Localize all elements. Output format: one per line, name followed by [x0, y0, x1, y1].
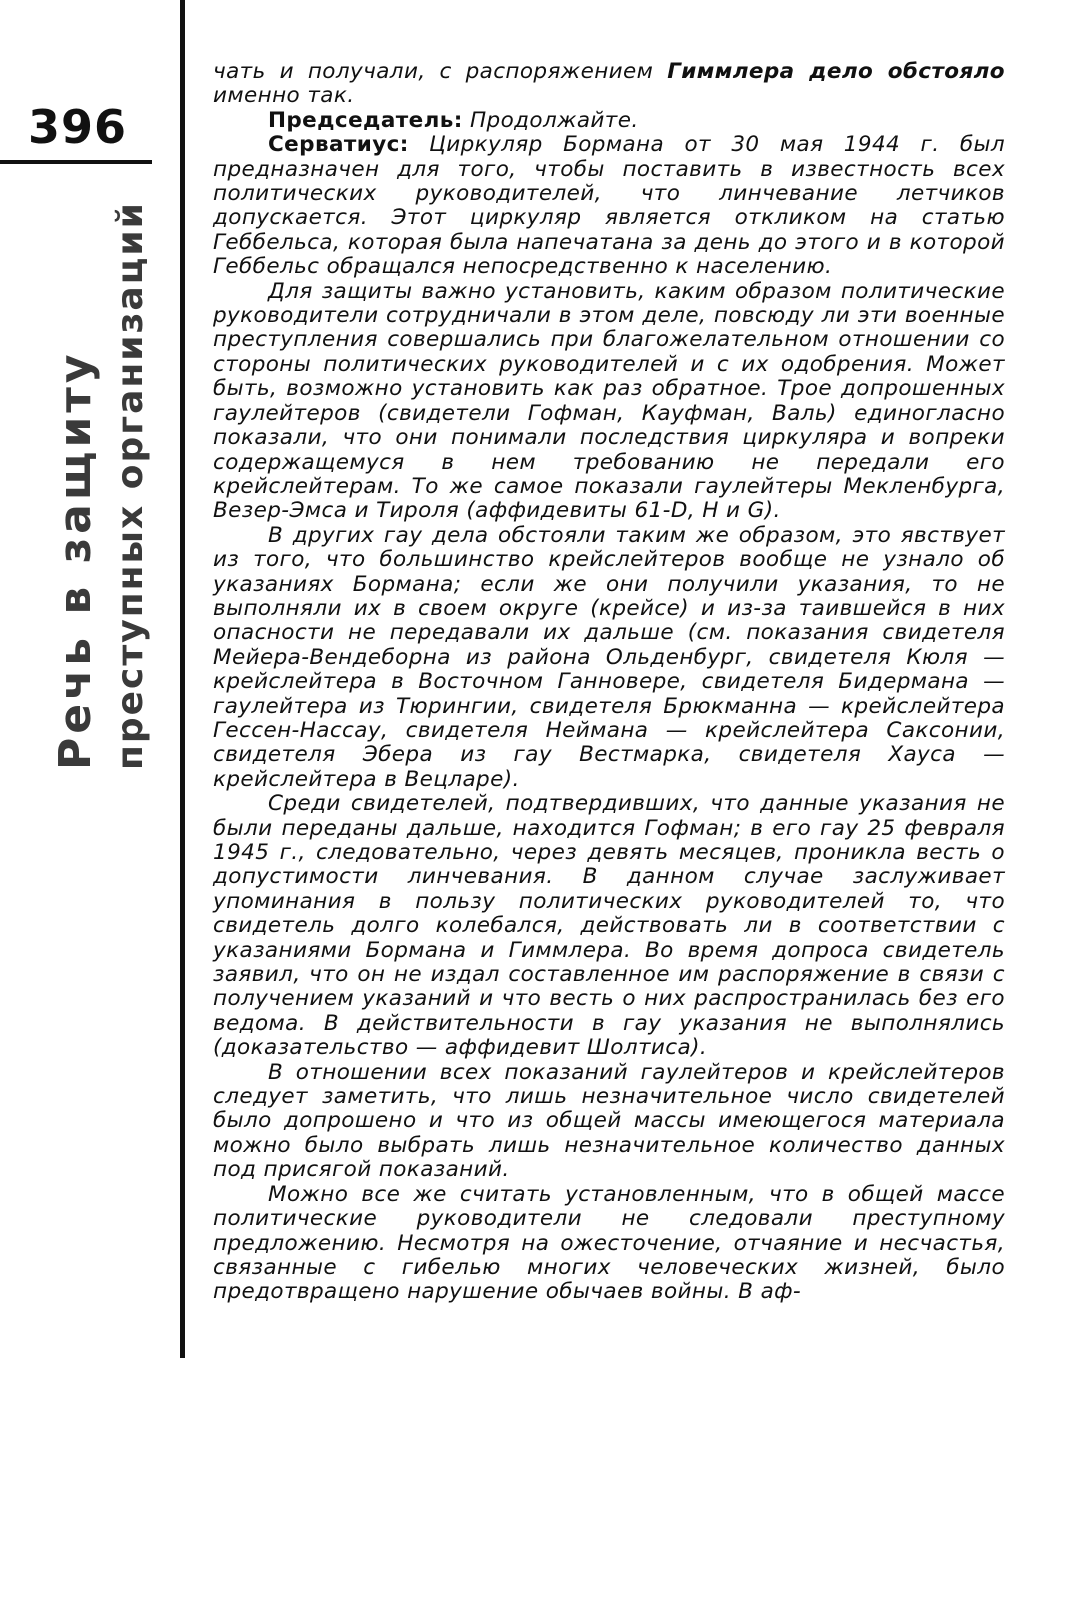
speech-text: Циркуляр Бормана от 30 мая 1944 г. был предназначен для того, чтобы поставить в известность всех политических руководителей, что линчевание летчиков допускается. Этот циркуляр является откликом на статью Геббельса, которая была напечатана за день до этого и в которой Геббельс обращался непосредственно к населению. — [213, 132, 1005, 280]
paragraph-chairman — [213, 109, 1005, 133]
page-number-rule — [0, 160, 152, 164]
speaker-label: Серватиус: — [268, 132, 409, 158]
paragraph: В других гау дела обстояли таким же образом, это явствует из того, что большинство крейслейтеров вообще не узнало об указаниях Бормана; если же они получили указания, то не выполняли их в своем округе (крейсе) и из-за таившейся в них опасности не передавали их дальше (см. показания свидетеля Мейера-Вендеборна из района Ольденбург, свидетеля Кюля — крейслейтера в Восточном Ганновере, свидетеля Бидермана — гаулейтера из Тюрингии, свидетеля Брюкманна — крейслейтера Гессен-Нассау, свидетеля Неймана — крейслейтера Саксонии, свидетеля Эбера из гау Вестмарка, свидетеля Хауса — крейслейтера в Вецларе). — [213, 522, 1005, 792]
paragraph: Можно все же считать установленным, что в общей массе политические руководители не следовали преступному предложению. Несмотря на ожесточение, отчаяние и несчастья, связанные с гибелью многих человеческих жизней, было предотвращено нарушение обычаев войны. В аф- — [213, 1181, 1005, 1305]
running-title — [50, 170, 170, 770]
paragraph-servatius — [213, 133, 1005, 279]
margin-rule — [180, 0, 185, 1358]
paragraph: Для защиты важно установить, каким образом политические руководители сотрудничали в этом деле, повсюду ли эти военные преступления совершались при благожелательном отношении со стороны политических руководителей и с их одобрения. Может быть, возможно установить как раз обратное. Трое допрошенных гаулейтеров (свидетели Гофман, Кауфман, Валь) единогласно показали, что они понимали последствия циркуляра и вопреки содержащемуся в нем требованию не передали его крейслейтерам. То же самое показали гаулейтеры Мекленбурга, Везер-Эмса и Тироля (аффидевиты 61-D, H и G). — [213, 278, 1005, 524]
running-title-line-2: преступных организаций — [110, 201, 151, 770]
paragraph: В отношении всех показаний гаулейтеров и крейслейтеров следует заметить, что лишь незначительное число свидетелей было допрошено и что из общей массы имеющегося материала можно было выбрать лишь незначительное количество данных под присягой показаний. — [213, 1059, 1005, 1183]
emphasis-text: Гиммлера дело обстояло — [667, 59, 1005, 84]
speaker-label: Председатель: — [268, 107, 463, 133]
page-number: 396 — [28, 100, 128, 154]
text-run: чать и получали, с распоряжением — [213, 59, 668, 84]
text-run: именно так. — [213, 83, 355, 109]
paragraph: Среди свидетелей, подтвердивших, что данные указания не были переданы дальше, находится Гофман; в его гау 25 февраля 1945 г., следовательно, через девять месяцев, проникла весть о допустимости линчевания. В данном случае заслуживает упоминания в пользу политических руководителей то, что свидетель долго колебался, действовать ли в соответствии с указаниями Бормана и Гиммлера. Во время допроса свидетель заявил, что он не издал составленное им распоряжение в связи с получением указаний и что весть о них распространилась без его ведома. В действительности в гау указания не выполнялись (доказательство — аффидевит Шолтиса). — [213, 791, 1005, 1061]
body-text — [213, 60, 1005, 1305]
speech-text: Продолжайте. — [462, 107, 639, 133]
paragraph-continuation — [213, 60, 1005, 109]
running-title-line-1: Речь в защиту — [50, 350, 101, 770]
